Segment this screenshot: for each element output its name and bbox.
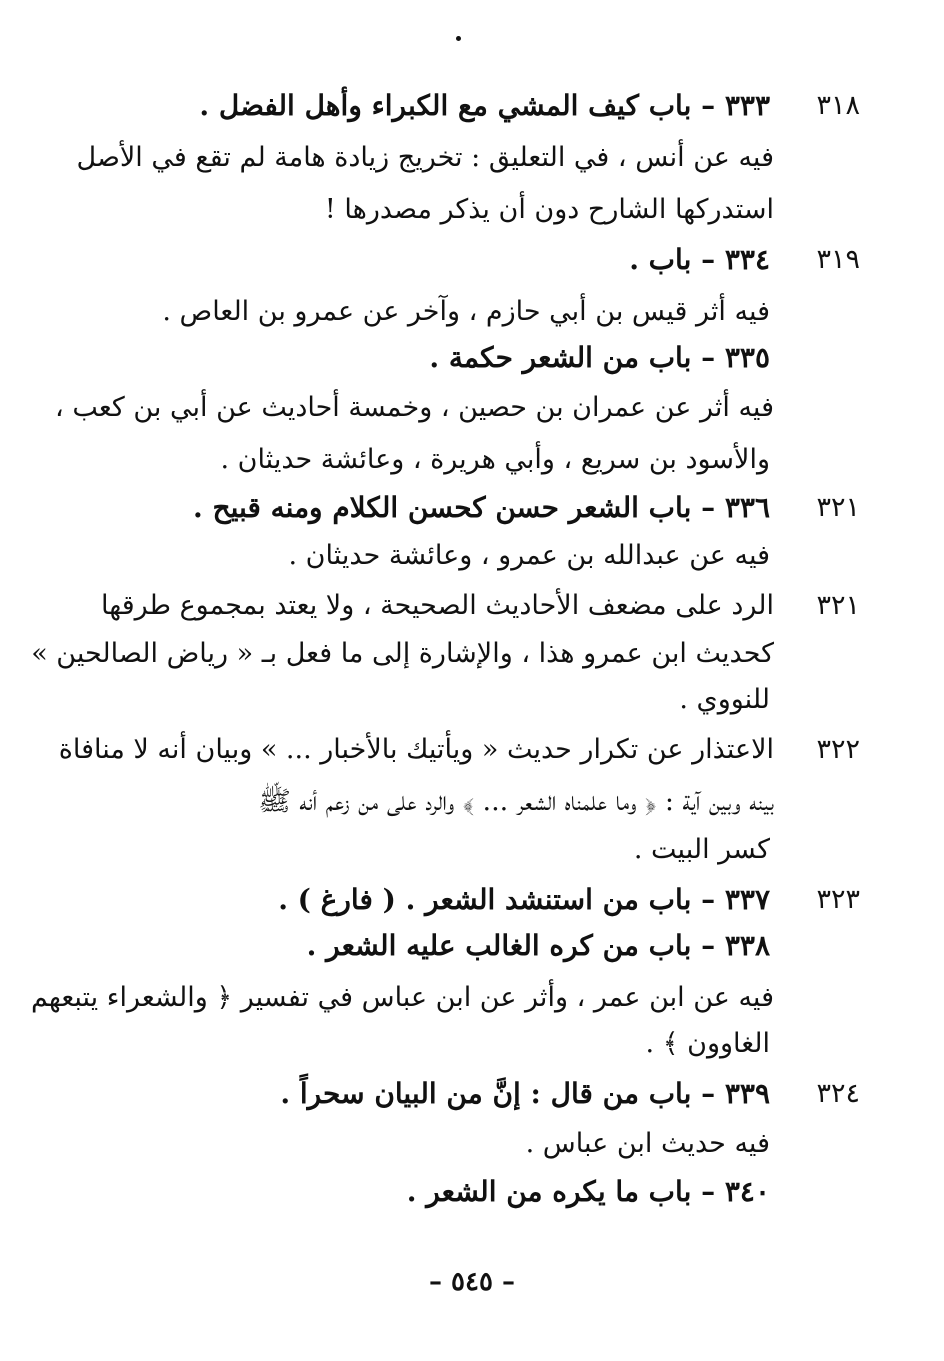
page-number: – ٥٤٥ – (428, 1267, 516, 1297)
index-line (30, 974, 870, 1022)
index-line (90, 582, 870, 630)
entry-text: فيه أثر قيس بن أبي حازم ، وآخر عن عمرو بن العاص . (162, 296, 770, 327)
entry-text: فيه عن أنس ، في التعليق : تخريج زيادة هامة لم تقع في الأصل (76, 142, 774, 173)
index-line (90, 1168, 870, 1216)
page-reference: ٣١٩ (816, 244, 860, 275)
index-line (90, 676, 870, 724)
chapter-heading: ٣٤٠ – باب ما يكره من الشعر . (406, 1175, 770, 1208)
entry-text: فيه عن ابن عمر ، وأثر عن ابن عباس في تفسير ﴿ والشعراء يتبعهم (30, 982, 774, 1013)
index-line (90, 1120, 870, 1168)
index-line (90, 826, 870, 874)
index-line (90, 1020, 870, 1068)
page-reference: ٣٢٣ (816, 884, 860, 915)
chapter-heading: ٣٣٨ – باب من كره الغالب عليه الشعر . (306, 929, 770, 962)
index-line (58, 726, 870, 774)
page-reference: ٣٢٤ (816, 1078, 860, 1109)
header-dot (456, 36, 461, 41)
chapter-heading: ٣٣٧ – باب من استنشد الشعر . ( فارغ ) . (278, 883, 770, 916)
index-line (90, 876, 870, 924)
page-reference: ٣١٨ (816, 90, 860, 121)
entry-text: الغاوون ﴾ . (645, 1028, 770, 1059)
index-line (90, 236, 870, 284)
entry-text: فيه عن عبدالله بن عمرو ، وعائشة حديثان . (288, 540, 770, 571)
index-line (90, 82, 870, 130)
chapter-heading: ٣٣٤ – باب . (629, 243, 770, 276)
page-reference: ٣٢١ (816, 492, 860, 523)
entry-text: كسر البيت . (633, 834, 770, 865)
index-line (90, 532, 870, 580)
index-line (31, 630, 870, 678)
entry-text: الرد على مضعف الأحاديث الصحيحة ، ولا يعتد بمجموع طرقها (101, 590, 774, 621)
entry-text: بينه وبين آية : ﴿ وما علمناه الشعر ... ﴾ والرد على من زعم أنه ﷺ (258, 786, 774, 817)
index-line (55, 384, 870, 432)
index-line (90, 288, 870, 336)
index-line (90, 436, 870, 484)
entry-text: والأسود بن سريع ، وأبي هريرة ، وعائشة حديثان . (220, 444, 770, 475)
entry-text: الاعتذار عن تكرار حديث « ويأتيك بالأخبار ... » وبيان أنه لا منافاة (58, 734, 774, 765)
chapter-heading: ٣٣٥ – باب من الشعر حكمة . (429, 341, 770, 374)
entry-text: فيه حديث ابن عباس . (525, 1128, 770, 1159)
chapter-heading: ٣٣٦ – باب الشعر حسن كحسن الكلام ومنه قبيح . (193, 491, 770, 524)
entry-text: كحديث ابن عمرو هذا ، والإشارة إلى ما فعل بـ « رياض الصالحين » (31, 638, 774, 669)
index-line (90, 1070, 870, 1118)
page-reference: ٣٢٢ (816, 734, 860, 765)
page-reference: ٣٢١ (816, 590, 860, 621)
chapter-heading: ٣٣٣ – باب كيف المشي مع الكبراء وأهل الفضل . (199, 89, 770, 122)
index-line (76, 134, 870, 182)
entry-text: استدركها الشارح دون أن يذكر مصدرها ! (324, 194, 774, 225)
index-line (90, 186, 870, 234)
index-line (90, 922, 870, 970)
entry-text: فيه أثر عن عمران بن حصين ، وخمسة أحاديث عن أبي بن كعب ، (55, 392, 774, 423)
index-line (90, 778, 870, 826)
index-line (90, 334, 870, 382)
chapter-heading: ٣٣٩ – باب من قال : إنَّ من البيان سحراً . (280, 1077, 770, 1110)
index-line (90, 484, 870, 532)
entry-text: للنووي . (679, 684, 770, 715)
